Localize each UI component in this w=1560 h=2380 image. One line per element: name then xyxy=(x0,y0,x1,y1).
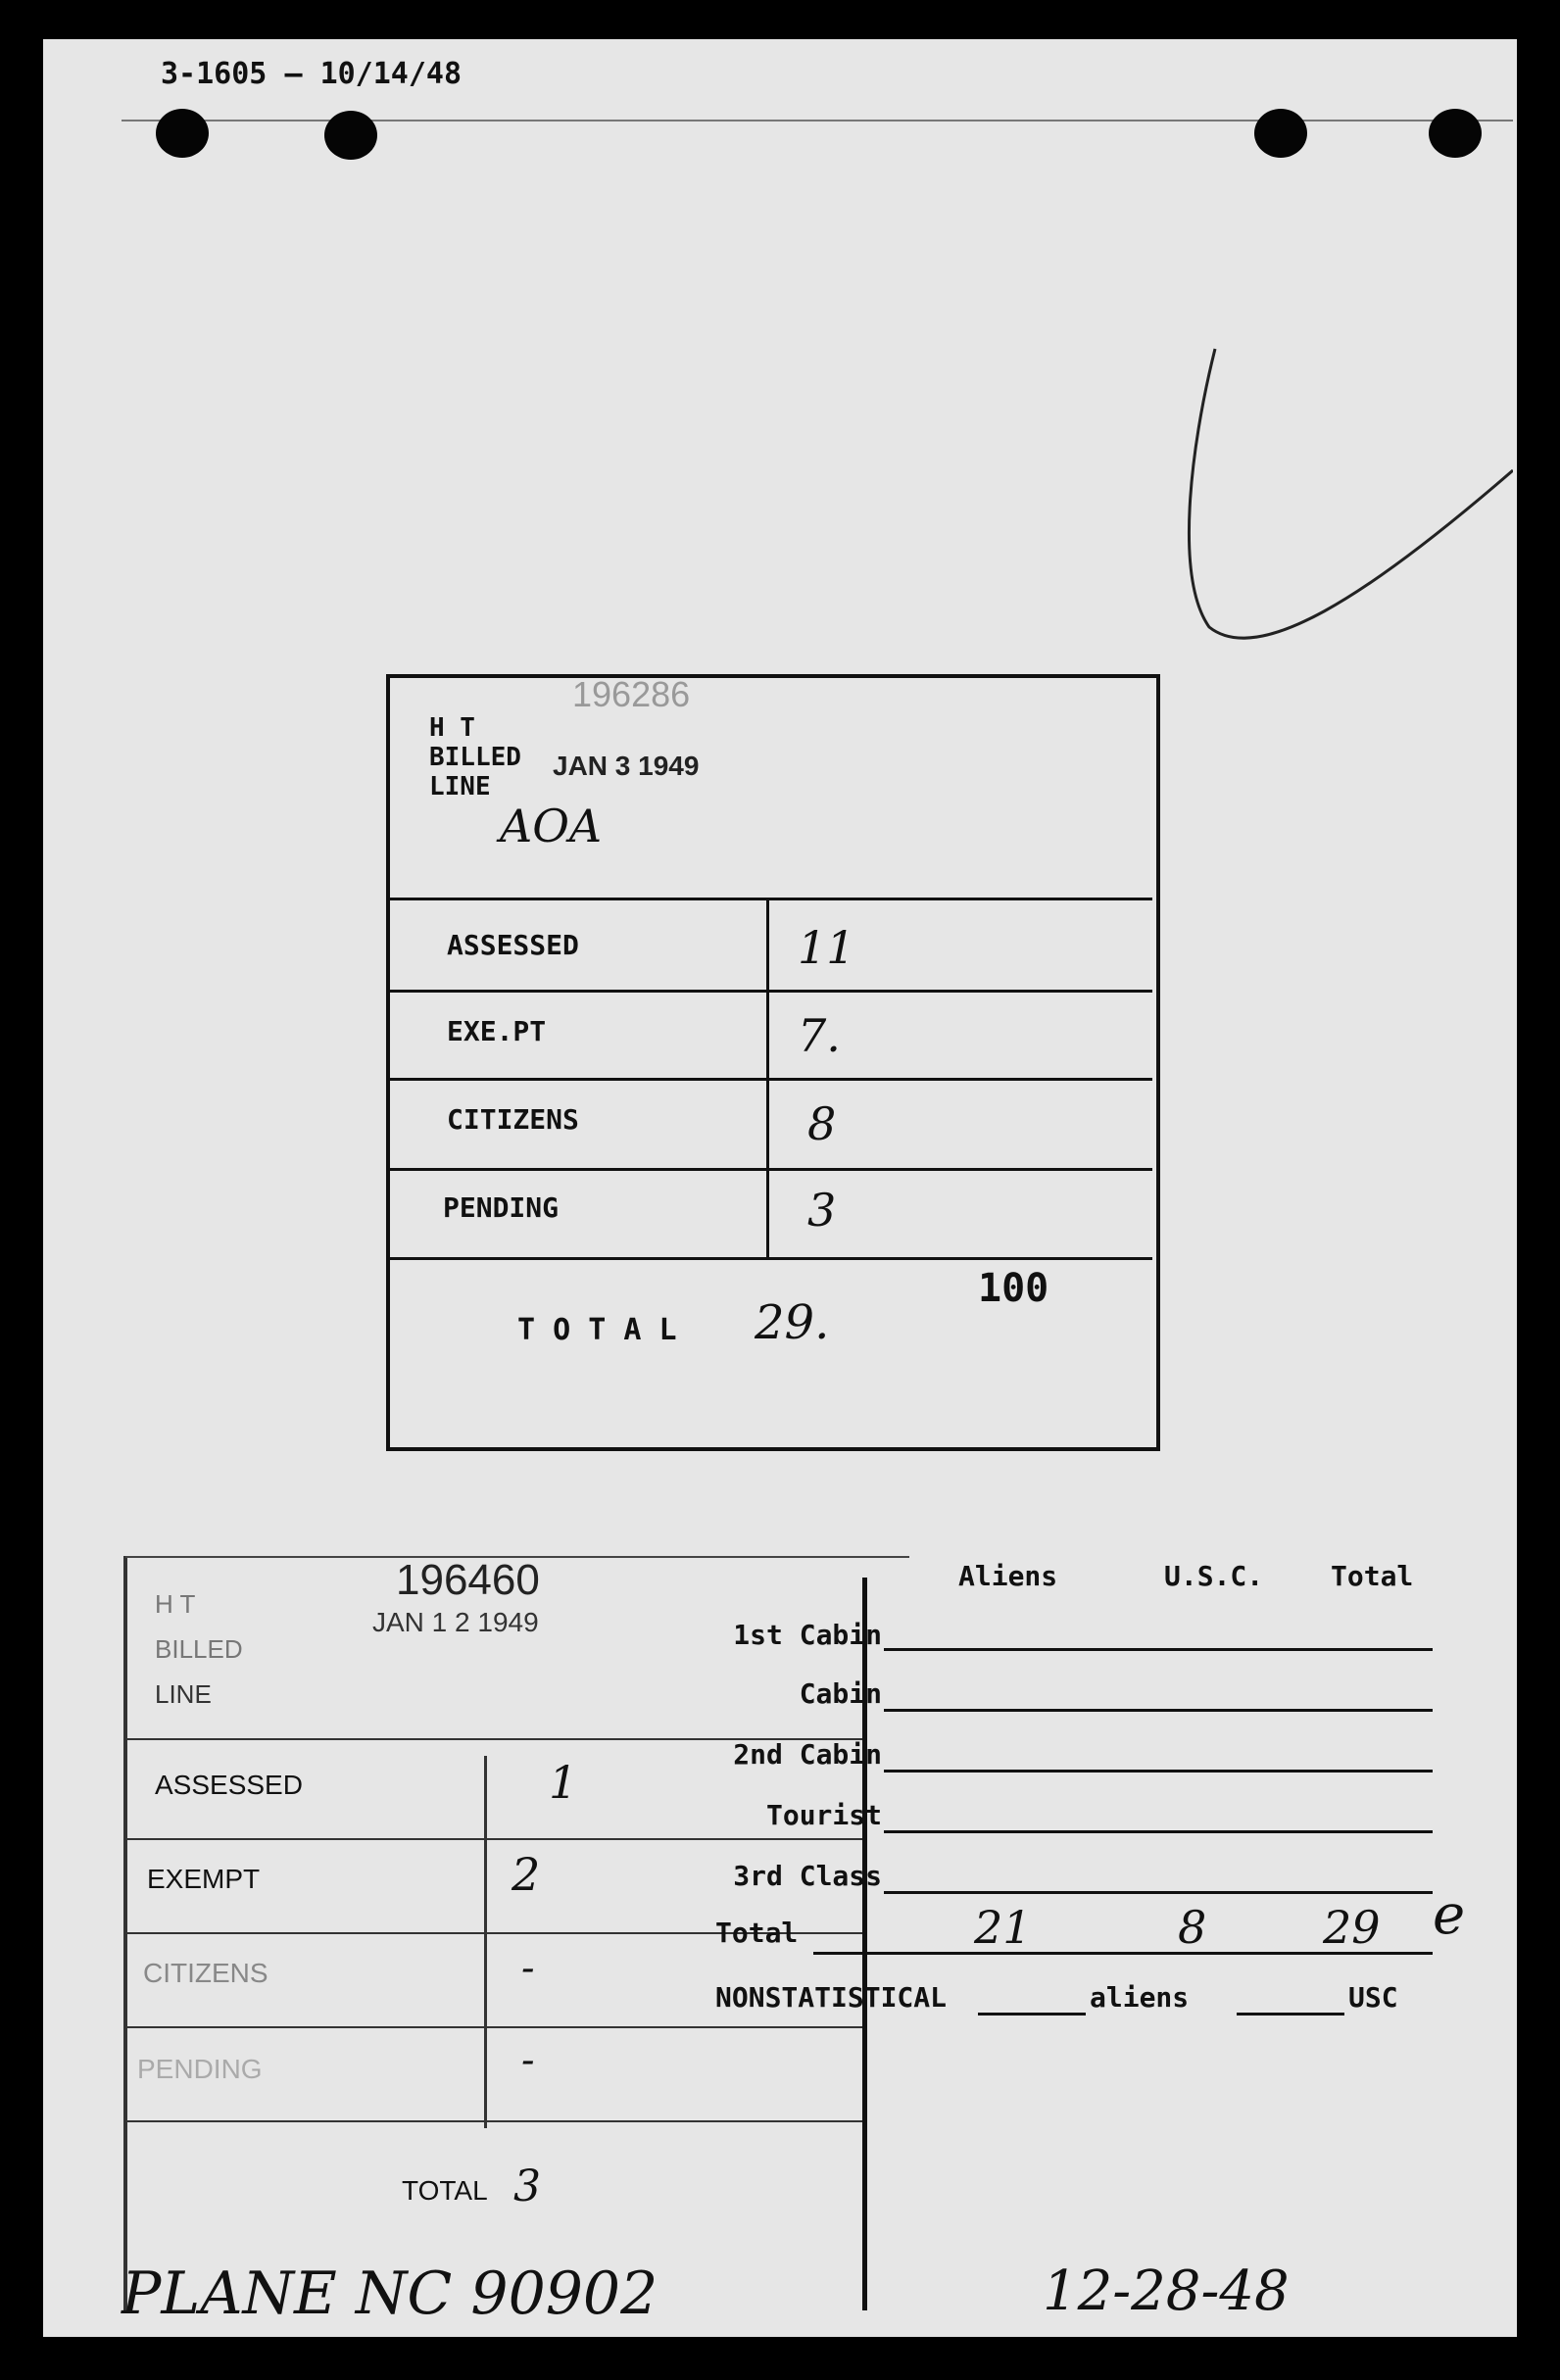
column-header-aliens: Aliens xyxy=(958,1560,1058,1592)
rule xyxy=(127,1838,862,1840)
nonstat-label: NONSTATISTICAL xyxy=(715,1981,948,2014)
aliens-label: aliens xyxy=(1090,1981,1190,2014)
column-header-usc: U.S.C. xyxy=(1164,1560,1264,1592)
card2-labels xyxy=(155,1581,243,1717)
line-label: LINE xyxy=(429,772,491,801)
row-label: PENDING xyxy=(443,1191,560,1224)
punch-hole xyxy=(156,109,209,158)
total-aliens-value: 21 xyxy=(974,1901,1032,1954)
fill-line xyxy=(884,1648,1433,1651)
row-value: 7. xyxy=(798,1009,841,1062)
fill-line xyxy=(884,1770,1433,1773)
fill-line xyxy=(884,1891,1433,1894)
row-value: 11 xyxy=(798,921,855,974)
row-value: - xyxy=(521,1946,535,1991)
fill-line xyxy=(1237,2013,1344,2016)
row-value: 8 xyxy=(807,1097,837,1150)
rule xyxy=(390,1168,1152,1171)
card1-stamp-number: 100 xyxy=(978,1266,1049,1311)
card1-total-label: T O T A L xyxy=(517,1313,677,1347)
row-label: PENDING xyxy=(137,2054,263,2084)
card1-labels xyxy=(429,713,521,801)
row-value: - xyxy=(521,2038,535,2083)
fill-line xyxy=(884,1830,1433,1833)
row-label: ASSESSED xyxy=(155,1770,303,1800)
manifest-row-label: 3rd Class xyxy=(733,1860,882,1892)
manifest-row-label: Total xyxy=(715,1917,799,1949)
row-value: 2 xyxy=(512,1848,541,1901)
card2-total-value: 3 xyxy=(513,2161,541,2211)
manifest-row-label: Tourist xyxy=(765,1799,882,1831)
row-label: CITIZENS xyxy=(447,1103,579,1136)
form-date: 10/14/48 xyxy=(319,57,463,91)
rule xyxy=(390,898,1152,900)
rule xyxy=(127,2120,862,2122)
line-label: LINE xyxy=(155,1679,212,1709)
card1-serial: 196286 xyxy=(572,674,691,714)
column-header-total: Total xyxy=(1331,1560,1414,1592)
fill-line xyxy=(884,1709,1433,1712)
column-divider xyxy=(484,1756,487,2128)
rule xyxy=(390,1078,1152,1081)
card1-line-code: AOA xyxy=(500,800,603,852)
card1-total-value: 29. xyxy=(755,1295,830,1350)
card2-serial: 196460 xyxy=(396,1556,540,1604)
card1-billed-date: JAN 3 1949 xyxy=(553,751,700,781)
row-label: CITIZENS xyxy=(143,1958,268,1988)
billed-label: BILLED xyxy=(155,1634,243,1664)
total-total-value: 29 xyxy=(1323,1901,1381,1954)
handwritten-date: 12-28-48 xyxy=(1043,2259,1290,2323)
rule xyxy=(390,990,1152,993)
total-usc-value: 8 xyxy=(1178,1901,1207,1954)
column-divider xyxy=(766,899,769,1257)
manifest-row-label: 2nd Cabin xyxy=(733,1738,882,1771)
ht-label: H T xyxy=(155,1589,196,1619)
billed-label: BILLED xyxy=(429,743,521,772)
margin-mark: e xyxy=(1433,1883,1466,1947)
row-label: EXE.PT xyxy=(447,1015,547,1047)
fill-line xyxy=(978,2013,1086,2016)
manifest-row-label: 1st Cabin xyxy=(733,1619,882,1651)
row-label: ASSESSED xyxy=(447,929,579,961)
row-value: 1 xyxy=(549,1756,578,1809)
card2-total-label: TOTAL xyxy=(402,2175,488,2206)
pen-stroke xyxy=(1121,304,1513,676)
row-label: EXEMPT xyxy=(147,1864,261,1894)
punch-hole xyxy=(1254,109,1307,158)
rule xyxy=(127,2026,862,2028)
punch-hole xyxy=(324,111,377,160)
punch-hole xyxy=(1429,109,1482,158)
rule xyxy=(390,1257,1152,1260)
usc-label: USC xyxy=(1348,1981,1398,2014)
ht-label: H T xyxy=(429,713,475,743)
form-header: 3-1605 — 10/14/48 xyxy=(161,57,463,91)
card2-billed-date: JAN 1 2 1949 xyxy=(372,1607,539,1637)
document-page xyxy=(43,39,1517,2337)
manifest-row-label: Cabin xyxy=(799,1677,882,1710)
form-number: 3-1605 xyxy=(161,57,268,91)
row-value: 3 xyxy=(807,1184,837,1237)
plane-number: PLANE NC 90902 xyxy=(122,2259,658,2328)
